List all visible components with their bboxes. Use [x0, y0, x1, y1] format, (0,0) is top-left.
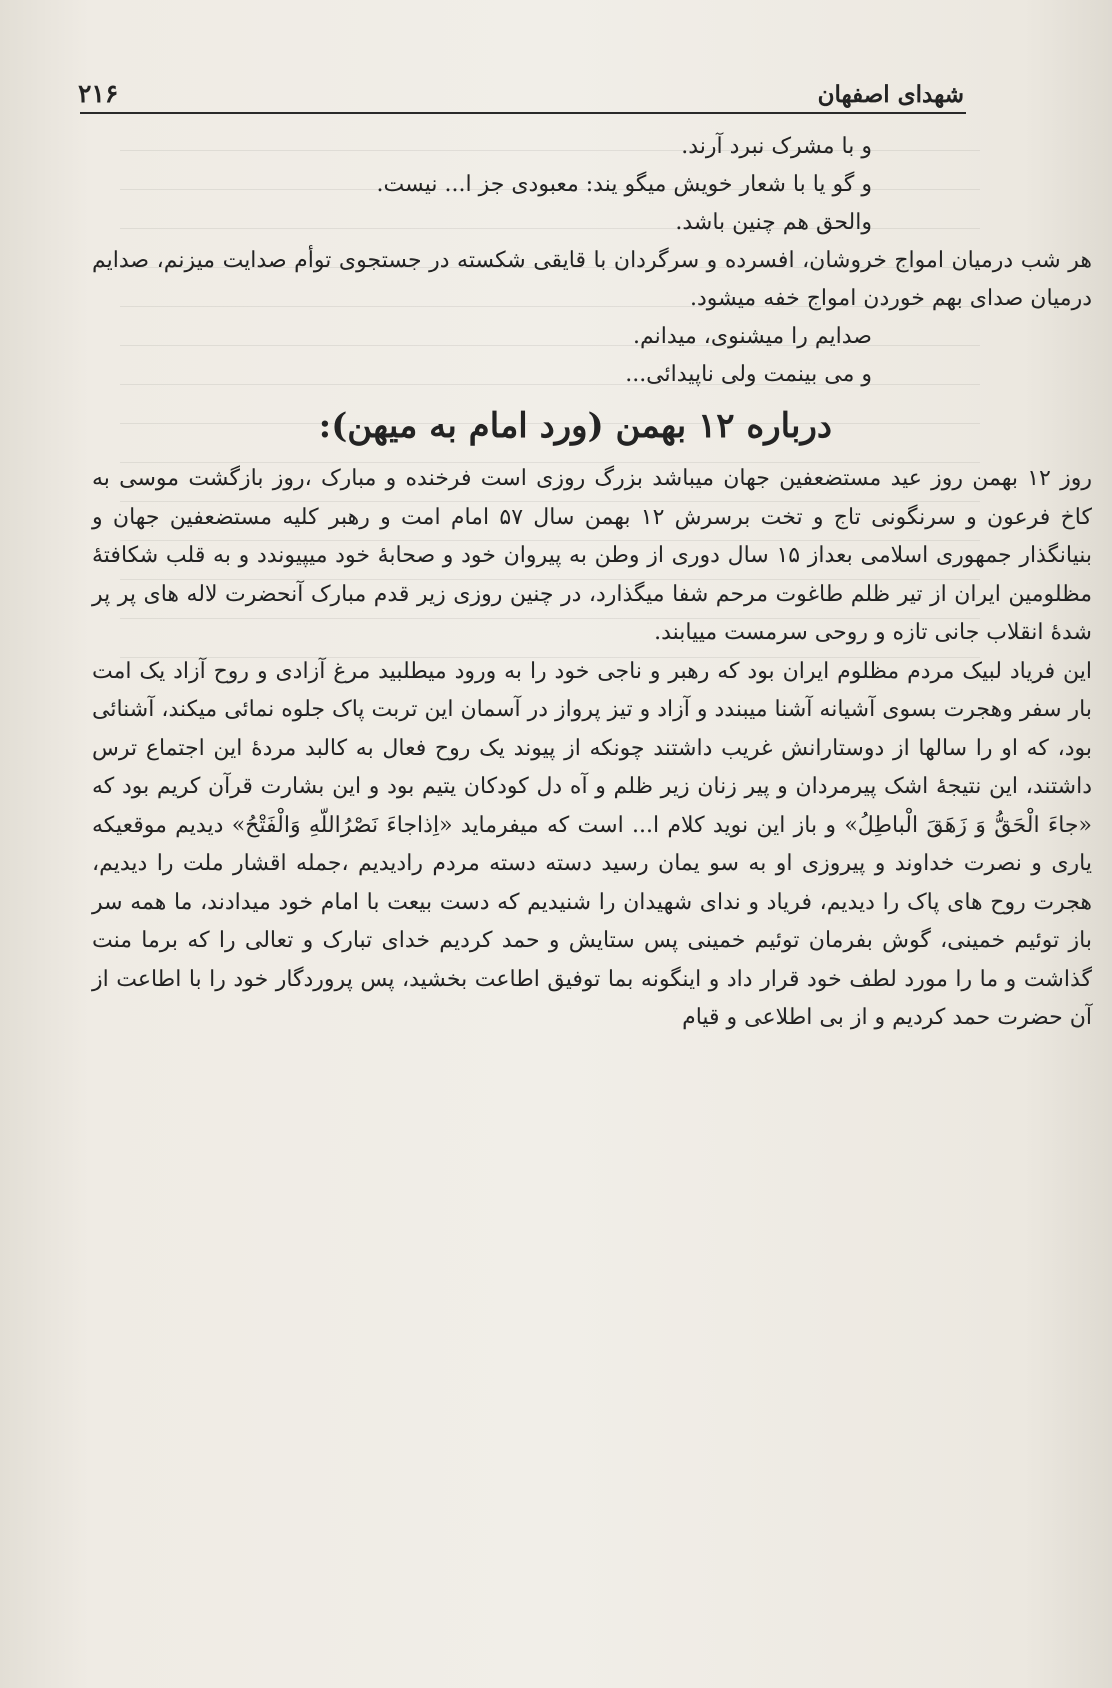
poem-line: صدایم را میشنوی، میدانم.: [632, 324, 872, 349]
poem-line: و می بینمت ولی ناپیدائی...: [625, 362, 872, 387]
poem-line: و با مشرک نبرد آرند.: [681, 134, 872, 159]
page-number: ۲۱۶: [78, 79, 119, 108]
page-body: [92, 128, 1092, 1038]
section-heading: درباره ۱۲ بهمن (ورد امام به میهن):: [318, 406, 832, 446]
body-paragraph: روز ۱۲ بهمن روز عید مستضعفین جهان میباشد بزرگ روزی است فرخنده و مبارک ،روز بازگشت موسی به کاخ فرعون و سرنگونی تاج و تخت برسرش ۱۲ بهمن سال ۵۷ امام امت و رهبر کلیه مستضعفین جهان و بنیانگذار جمهوری اسلامی بعداز ۱۵ سال دوری از وطن به پیروان خود و صحابهٔ خود میپیوندد و به قلب شکافتهٔ مظلومین ایران از تیر ظلم طاغوت مرحم شفا میگذارد، در چنین روزی زیر قدم مبارک آنحضرت لاله های پر پر شدهٔ انقلاب جانی تازه و روحی سرمست مییابند.: [92, 466, 1092, 645]
intro-paragraph: هر شب درمیان امواج خروشان، افسرده و سرگردان با قایقی شکسته در جستجوی توأم صدایت میزنم، صدایم درمیان صدای بهم خوردن امواج خفه میشود.: [92, 248, 1092, 311]
running-header: [78, 60, 964, 108]
poem-line: والحق هم چنین باشد.: [675, 210, 872, 235]
header-rule: [80, 112, 966, 114]
body-paragraph: این فریاد لبیک مردم مظلوم ایران بود که رهبر و ناجی خود را به ورود میطلبید مرغ آزادی و روح آزاد یک امت بار سفر وهجرت بسوی آشیانه آشنا میبندد و آزاد و تیز پرواز در آسمان این تربت پاک جلوه نمائی میکند، آشنائی بود، که او را سالها از دوستارانش غریب داشتند چونکه از پیوند یک روح فعال به کالبد مردهٔ این اجتماع ترس داشتند، این نتیجهٔ اشک پیرمردان و پیر زنان زیر ظلم و آه دل کودکان یتیم بود و این بشارت قرآن کریم بود که «جاءَ الْحَقُّ وَ زَهَقَ الْباطِلُ» و باز این نوید کلام ا... است که میفرماید «اِذاجاءَ نَصْرُاللّهِ وَالْفَتْحُ» دیدیم موقعیکه یاری و نصرت خداوند و پیروزی او به سو یمان رسید دسته دسته مردم رادیدیم ،جمله اقشار ملت را دیدیم، هجرت روح های پاک را دیدیم، فریاد و ندای شهیدان را شنیدیم که دست بیعت با امام خود میدادند، ما همه سر باز توئیم خمینی، گوش بفرمان توئیم خمینی پس ستایش و حمد کردیم خدای تبارک و تعالی را که برما منت گذاشت و ما را مورد لطف خود قرار داد و اینگونه بما توفیق اطاعت بخشید، پس پروردگار خود را با اطاعت از آن حضرت حمد کردیم و از بی اطلاعی و قیام: [92, 658, 1092, 1030]
running-header-title: شهدای اصفهان: [817, 81, 964, 108]
poem-line: و گو یا با شعار خویش میگو یند: معبودی جز ا... نیست.: [376, 172, 872, 197]
